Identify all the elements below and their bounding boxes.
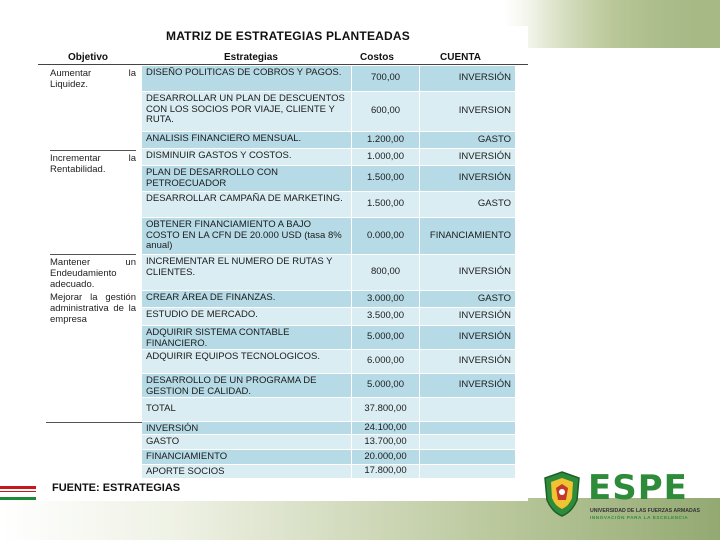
table-row — [142, 132, 516, 149]
objective-divider — [50, 254, 136, 255]
summary-value: 13.700,00 — [352, 435, 420, 450]
table-row — [142, 291, 516, 308]
header-costos: Costos — [360, 52, 394, 63]
summary-label: FINANCIAMIENTO — [142, 450, 352, 465]
account-cell: INVERSIÓN — [420, 374, 516, 398]
table-row — [142, 149, 516, 166]
account-cell: GASTO — [420, 291, 516, 308]
cost-cell: 3.000,00 — [352, 291, 420, 308]
summary-row — [142, 465, 516, 479]
header-divider — [38, 64, 528, 65]
empty-cell — [420, 398, 516, 422]
table-row — [142, 255, 516, 291]
top-right-decor-band — [530, 0, 720, 48]
summary-value: 24.100,00 — [352, 422, 420, 435]
cost-cell: 6.000,00 — [352, 350, 420, 374]
cost-cell: 0.000,00 — [352, 218, 420, 255]
strategy-cell: INCREMENTAR EL NUMERO DE RUTAS Y CLIENTES. — [142, 255, 352, 291]
account-cell: INVERSIÓN — [420, 350, 516, 374]
logo-subtitle: UNIVERSIDAD DE LAS FUERZAS ARMADAS — [590, 508, 700, 514]
logo-tagline: INNOVACIÓN PARA LA EXCELENCIA — [590, 515, 689, 520]
logo-wordmark: ESPE — [588, 468, 688, 508]
summary-label: GASTO — [142, 435, 352, 450]
university-crest-icon — [542, 470, 582, 518]
empty-cell — [420, 435, 516, 450]
table-row — [142, 92, 516, 132]
table-row — [142, 192, 516, 218]
account-cell: FINANCIAMIENTO — [420, 218, 516, 255]
summary-label: APORTE SOCIOS — [142, 465, 352, 479]
objective-profitability: Incrementar la Rentabilidad. — [50, 153, 136, 175]
strategy-matrix-document — [38, 26, 528, 501]
table-row — [142, 166, 516, 192]
cost-cell: 5.000,00 — [352, 374, 420, 398]
summary-row — [142, 422, 516, 435]
cost-cell: 1.500,00 — [352, 166, 420, 192]
objective-debt: Mantener un Endeudamiento adecuado. — [50, 257, 136, 290]
table-row — [142, 218, 516, 255]
espe-logo — [542, 464, 712, 524]
header-estrategias: Estrategias — [224, 52, 278, 63]
total-row — [142, 398, 516, 422]
cost-cell: 1.000,00 — [352, 149, 420, 166]
empty-cell — [420, 422, 516, 435]
account-cell: INVERSIÓN — [420, 308, 516, 326]
account-cell: INVERSIÓN — [420, 326, 516, 350]
cost-cell: 1.200,00 — [352, 132, 420, 149]
empty-cell — [420, 450, 516, 465]
table-row — [142, 326, 516, 350]
cost-cell: 3.500,00 — [352, 308, 420, 326]
header-objetivo: Objetivo — [68, 52, 109, 63]
cost-cell: 800,00 — [352, 255, 420, 291]
account-cell: INVERSIÓN — [420, 149, 516, 166]
strategy-cell: ADQUIRIR EQUIPOS TECNOLOGICOS. — [142, 350, 352, 374]
summary-row — [142, 435, 516, 450]
account-cell: INVERSIÓN — [420, 166, 516, 192]
strategy-cell: CREAR ÁREA DE FINANZAS. — [142, 291, 352, 308]
table-row — [142, 308, 516, 326]
header-cuenta: CUENTA — [440, 52, 481, 63]
objective-divider — [50, 150, 136, 151]
account-cell: INVERSIÓN — [420, 255, 516, 291]
cost-cell: 5.000,00 — [352, 326, 420, 350]
cost-cell: 1.500,00 — [352, 192, 420, 218]
strategy-cell: DESARROLLO DE UN PROGRAMA DE GESTION DE CALIDAD. — [142, 374, 352, 398]
table-row — [142, 374, 516, 398]
account-cell: INVERSIÓN — [420, 66, 516, 92]
strategy-cell: ADQUIRIR SISTEMA CONTABLE FINANCIERO. — [142, 326, 352, 350]
strategy-cell: DESARROLLAR UN PLAN DE DESCUENTOS CON LOS SOCIOS POR VIAJE, CLIENTE Y RUTA. — [142, 92, 352, 132]
account-cell: GASTO — [420, 132, 516, 149]
summary-row — [142, 450, 516, 465]
total-label: TOTAL — [142, 398, 352, 422]
cost-cell: 600,00 — [352, 92, 420, 132]
table-row — [142, 350, 516, 374]
total-value: 37.800,00 — [352, 398, 420, 422]
strategy-cell: DISEÑO POLITICAS DE COBROS Y PAGOS. — [142, 66, 352, 92]
source-note: FUENTE: ESTRATEGIAS — [52, 482, 181, 494]
account-cell: GASTO — [420, 192, 516, 218]
objective-management: Mejorar la gestión administrativa de la empresa — [50, 292, 136, 325]
strategy-cell: OBTENER FINANCIAMIENTO A BAJO COSTO EN LA CFN DE 20.000 USD (tasa 8% anual) — [142, 218, 352, 255]
table-row — [142, 66, 516, 92]
strategy-cell: PLAN DE DESARROLLO CON PETROECUADOR — [142, 166, 352, 192]
cost-cell: 700,00 — [352, 66, 420, 92]
strategy-cell: ESTUDIO DE MERCADO. — [142, 308, 352, 326]
summary-value: 17.800,00 — [352, 465, 420, 479]
objective-divider — [46, 422, 142, 423]
summary-value: 20.000,00 — [352, 450, 420, 465]
flag-stripes — [0, 486, 36, 500]
summary-label: INVERSIÓN — [142, 422, 352, 435]
objective-liquidity: Aumentar la Liquidez. — [50, 68, 136, 90]
empty-cell — [420, 465, 516, 479]
strategy-cell: DESARROLLAR CAMPAÑA DE MARKETING. — [142, 192, 352, 218]
document-title: MATRIZ DE ESTRATEGIAS PLANTEADAS — [166, 29, 410, 43]
strategy-cell: ANALISIS FINANCIERO MENSUAL. — [142, 132, 352, 149]
account-cell: INVERSION — [420, 92, 516, 132]
strategy-cell: DISMINUIR GASTOS Y COSTOS. — [142, 149, 352, 166]
